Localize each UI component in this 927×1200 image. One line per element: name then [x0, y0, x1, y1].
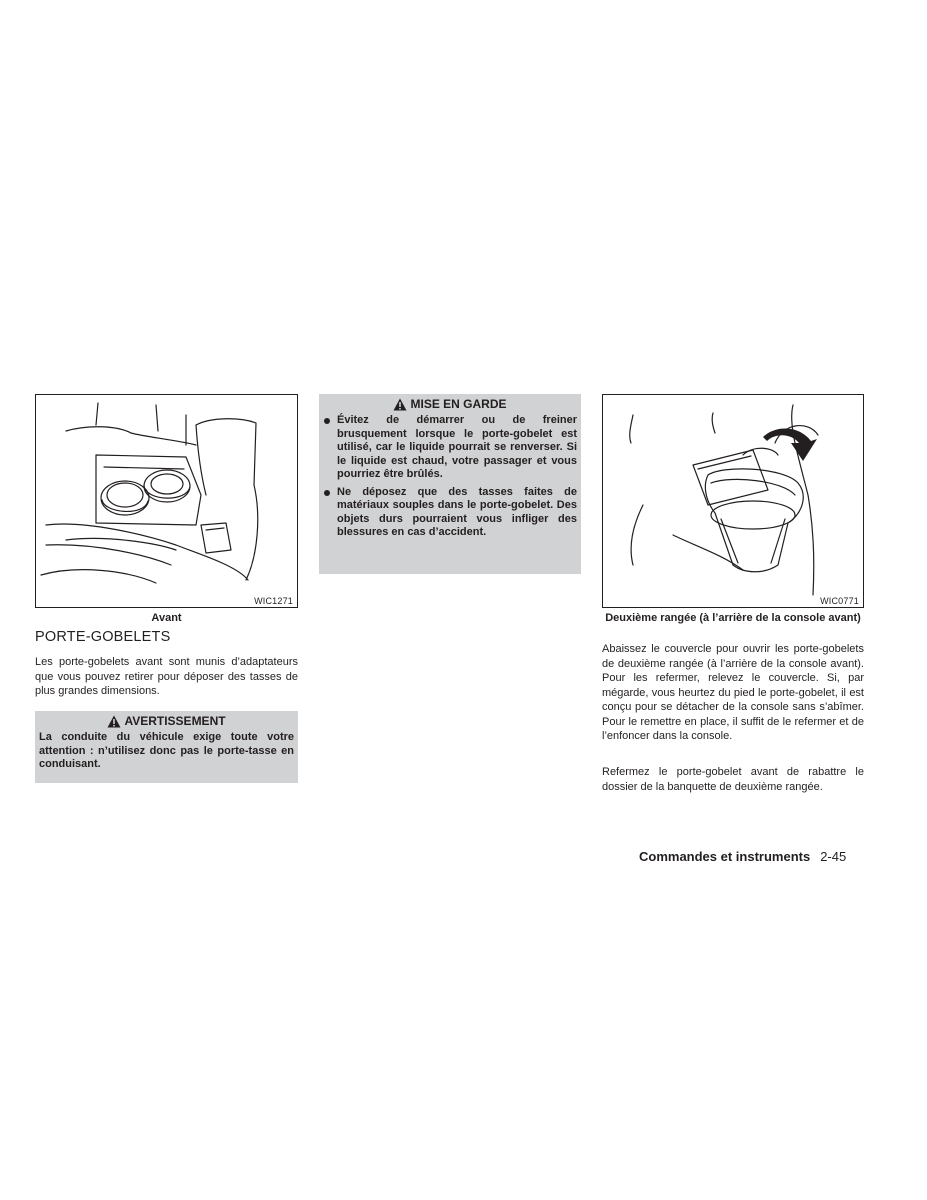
bullet-dot-icon — [324, 490, 330, 496]
figure-code: WIC1271 — [254, 596, 293, 606]
warning-title: AVERTISSEMENT — [124, 714, 226, 728]
warning-triangle-icon — [393, 398, 407, 411]
front-cupholder-figure — [35, 394, 298, 608]
page-number: 2-45 — [820, 849, 847, 864]
warning-box — [35, 711, 298, 783]
page-footer — [639, 849, 846, 864]
rear-cupholder-illustration — [603, 395, 863, 607]
rear-figure-caption: Deuxième rangée (à l’arrière de la console avant) — [605, 612, 861, 624]
caution-item: Ne déposez que des tasses faites de matériaux souples dans le porte-gobelet. Des objets durs pourraient vous infliger des blessures en cas d’accident. — [323, 486, 577, 540]
caution-list — [323, 414, 577, 540]
rotate-arrow-icon — [763, 428, 817, 461]
warning-triangle-icon — [107, 715, 121, 728]
caution-box — [319, 394, 581, 574]
warning-text: La conduite du véhicule exige toute votre attention : n’utilisez donc pas le porte-tasse en conduisant. — [39, 731, 294, 770]
front-cupholder-illustration — [36, 395, 297, 607]
front-figure-caption: Avant — [151, 612, 182, 624]
rear-cupholder-figure — [602, 394, 864, 608]
section-heading: PORTE-GOBELETS — [35, 629, 171, 645]
rear-fold-paragraph: Refermez le porte-gobelet avant de rabattre le dossier de la banquette de deuxième rangée. — [602, 766, 864, 793]
footer-section-title: Commandes et instruments — [639, 849, 811, 864]
intro-paragraph: Les porte-gobelets avant sont munis d’adaptateurs que vous pouvez retirer pour déposer des tasses de plus grandes dimensions. — [35, 656, 298, 697]
rear-instructions-paragraph: Abaissez le couvercle pour ouvrir les porte-gobelets de deuxième rangée (à l’arrière de la console avant). Pour les refermer, relevez le couvercle. Si, par mégarde, vous heurtez du pied le porte-gobelet, il est conçu pour se détacher de la console sans s’abîmer. Pour le remettre en place, il suffit de le refermer et de l’enfoncer dans la console. — [602, 643, 864, 742]
bullet-dot-icon — [324, 418, 330, 424]
figure-code: WIC0771 — [820, 596, 859, 606]
caution-item: Évitez de démarrer ou de freiner brusquement lorsque le porte-gobelet est utilisé, car le liquide pourrait se renverser. Si le liquide est chaud, votre passager et vous pourriez être brûlés. — [323, 414, 577, 482]
caution-title: MISE EN GARDE — [410, 397, 507, 411]
